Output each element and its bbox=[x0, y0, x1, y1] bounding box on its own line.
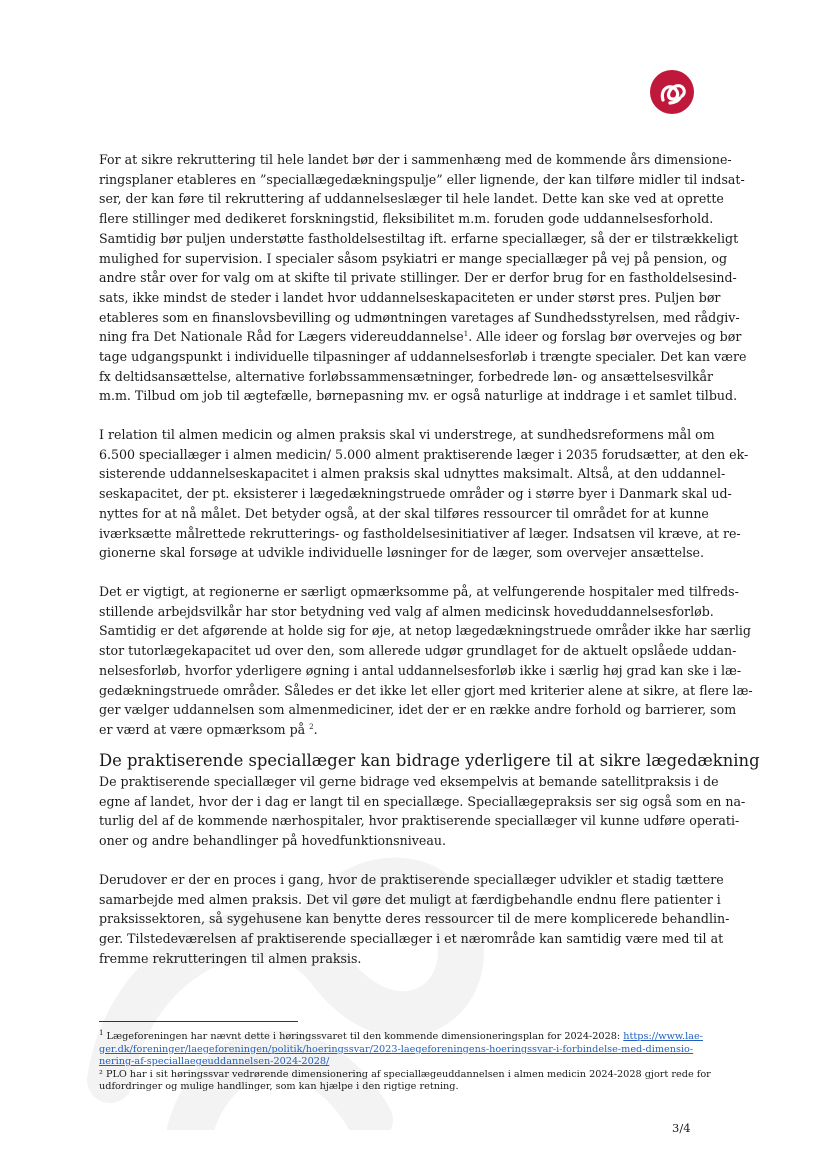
knot-logo-icon bbox=[650, 70, 694, 114]
text-line: fremme rekrutteringen til almen praksis. bbox=[99, 950, 362, 966]
footnote-mark-2[interactable]: 2 bbox=[309, 722, 314, 731]
text-line: I relation til almen medicin og almen praksis skal vi understrege, at sundhedsreformens mål om bbox=[99, 427, 715, 442]
text-line: egne af landet, hvor der i dag er langt til en speciallæge. Speciallægepraksis ser sig også som en na- bbox=[99, 793, 746, 809]
text-line: andre står over for valg om at skifte til private stillinger. Der er derfor brug for en fastholdelsesind- bbox=[99, 270, 737, 286]
footnote-mark-1[interactable]: 1 bbox=[463, 330, 469, 339]
text-line: flere stillinger med dedikeret forskningstid, fleksibilitet m.m. foruden gode uddannelsesforhold. bbox=[99, 211, 714, 227]
text-line: sats, ikke mindst de steder i landet hvor uddannelseskapaciteten er under størst pres. Puljen bør bbox=[99, 289, 721, 305]
page-number: 3/4 bbox=[672, 1121, 691, 1135]
text-line: gedækningstruede områder. Således er det ikke let eller gjort med kriterier alene at sikre, at flere læ- bbox=[99, 682, 753, 698]
footnote-divider bbox=[99, 1021, 298, 1022]
footnote-1-text: Lægeforeningen har nævnt dette i høringssvaret til den kommende dimensioneringsplan for 2024-2028: bbox=[103, 1031, 624, 1042]
text-fragment: er værd at være opmærksom på bbox=[99, 721, 306, 737]
footnote-2: udfordringer og mulige handlinger, som kan hjælpe i den rigtige retning. bbox=[99, 1081, 459, 1093]
text-line: samarbejde med almen praksis. Det vil gøre det muligt at færdigbehandle endnu flere patienter i bbox=[99, 891, 721, 907]
text-line: For at sikre rekruttering til hele landet bør der i sammenhæng med de kommende års dimensione- bbox=[99, 152, 732, 167]
text-line: tage udgangspunkt i individuelle tilpasninger af uddannelsesforløb i trængte specialer. Det kan være bbox=[99, 349, 747, 365]
footnote-1-mark: 1 bbox=[99, 1028, 104, 1037]
footnotes bbox=[99, 1028, 739, 1094]
text-line: gionerne skal forsøge at udvikle individuelle løsninger for de læger, som overvejer ansættelse. bbox=[99, 545, 705, 561]
text-line: ser, der kan føre til rekruttering af uddannelseslæger til hele landet. Dette kan ske ved at oprette bbox=[99, 191, 724, 207]
text-line: ger. Tilstedeværelsen af praktiserende speciallæger i et nærområde kan samtidig være med til at bbox=[99, 931, 724, 947]
text-line: nyttes for at nå målet. Det betyder også, at der skal tilføres ressourcer til området for at kunne bbox=[99, 505, 709, 521]
text-line: Derudover er der en proces i gang, hvor de praktiserende speciallæger udvikler et stadig tættere bbox=[99, 872, 724, 887]
text-line: sisterende uddannelseskapacitet i almen praksis skal udnyttes maksimalt. Altså, at den uddannel- bbox=[99, 466, 726, 482]
paragraph-4 bbox=[99, 772, 746, 851]
paragraph-1 bbox=[99, 150, 747, 406]
text-line: oner og andre behandlinger på hovedfunktionsniveau. bbox=[99, 833, 446, 849]
paragraph-5 bbox=[99, 870, 730, 969]
footnote-1 bbox=[99, 1028, 739, 1044]
text-line: Det er vigtigt, at regionerne er særligt opmærksomme på, at velfungerende hospitaler med tilfreds- bbox=[99, 584, 739, 599]
footnote-1-link[interactable]: nering-af-speciallaegeuddannelsen-2024-2028/ bbox=[99, 1056, 330, 1068]
text-line: ringsplaner etableres en ”speciallægedækningspulje” eller lignende, der kan tilføre midler til indsat- bbox=[99, 171, 745, 187]
paragraph-2 bbox=[99, 425, 749, 563]
text-line: stillende arbejdsvilkår har stor betydning ved valg af almen medicinsk hoveduddannelsesforløb. bbox=[99, 603, 714, 619]
text-line bbox=[99, 327, 742, 347]
text-line: mulighed for supervision. I specialer såsom psykiatri er mange speciallæger på vej på pension, og bbox=[99, 250, 728, 266]
section-heading: De praktiserende speciallæger kan bidrage yderligere til at sikre lægedækning bbox=[99, 751, 760, 770]
text-line: Samtidig er det afgørende at holde sig for øje, at netop lægedækningstruede områder ikke har særlig bbox=[99, 623, 751, 639]
footnote-1-link[interactable]: ger.dk/foreninger/laegeforeningen/politik/hoeringssvar/2023-laegeforeningens-hoeringssvar-i-forbindelse-med-dimensio- bbox=[99, 1043, 694, 1055]
text-line: iværksætte målrettede rekrutterings- og fastholdelsesinitiativer af læger. Indsatsen vil kræve, at re- bbox=[99, 525, 741, 541]
text-line: Samtidig bør puljen understøtte fastholdelsestiltag ift. erfarne speciallæger, så der er tilstrækkeligt bbox=[99, 230, 739, 246]
paragraph-3 bbox=[99, 582, 753, 740]
text-line: m.m. Tilbud om job til ægtefælle, børnepasning mv. er også naturlige at inddrage i et samlet tilbud. bbox=[99, 388, 738, 404]
text-line: ger vælger uddannelsen som almenmediciner, idet der er en række andre forhold og barrierer, som bbox=[99, 702, 737, 718]
text-fragment: . bbox=[313, 721, 318, 737]
text-line: praksissektoren, så sygehusene kan benytte deres ressourcer til de mere komplicerede behandlin- bbox=[99, 911, 730, 927]
text-fragment: . Alle ideer og forslag bør overvejes og bør bbox=[468, 329, 742, 345]
footnote-1-link[interactable]: https://www.lae- bbox=[623, 1031, 703, 1042]
text-line: stor tutorlægekapacitet ud over den, som allerede udgør grundlaget for de aktuelt opslåede uddan- bbox=[99, 643, 737, 659]
text-line: etableres som en finanslovsbevilling og udmøntningen varetages af Sundhedsstyrelsen, med rådgiv- bbox=[99, 309, 740, 325]
text-fragment: ning fra Det Nationale Råd for Lægers videreuddannelse bbox=[99, 329, 464, 345]
text-line: turlig del af de kommende nærhospitaler, hvor praktiserende speciallæger vil kunne udføre operati- bbox=[99, 813, 740, 829]
text-line: 6.500 speciallæger i almen medicin/ 5.000 alment praktiserende læger i 2035 forudsætter, at den ek- bbox=[99, 446, 749, 462]
text-line: fx deltidsansættelse, alternative forløbssammensætninger, forbedrede løn- og ansættelsesvilkår bbox=[99, 368, 713, 384]
footnote-2: ² PLO har i sit høringssvar vedrørende dimensionering af speciallægeuddannelsen i almen medicin 2024-2028 gjort rede for bbox=[99, 1068, 711, 1080]
text-line: seskapacitet, der pt. eksisterer i lægedækningstruede områder og i større byer i Danmark skal ud- bbox=[99, 486, 732, 502]
text-line: De praktiserende speciallæger vil gerne bidrage ved eksempelvis at bemande satellitpraksis i de bbox=[99, 774, 719, 789]
text-line bbox=[99, 720, 727, 740]
text-line: nelsesforløb, hvorfor yderligere øgning i antal uddannelsesforløb ikke i særlig høj grad kan ske i læ- bbox=[99, 662, 742, 678]
